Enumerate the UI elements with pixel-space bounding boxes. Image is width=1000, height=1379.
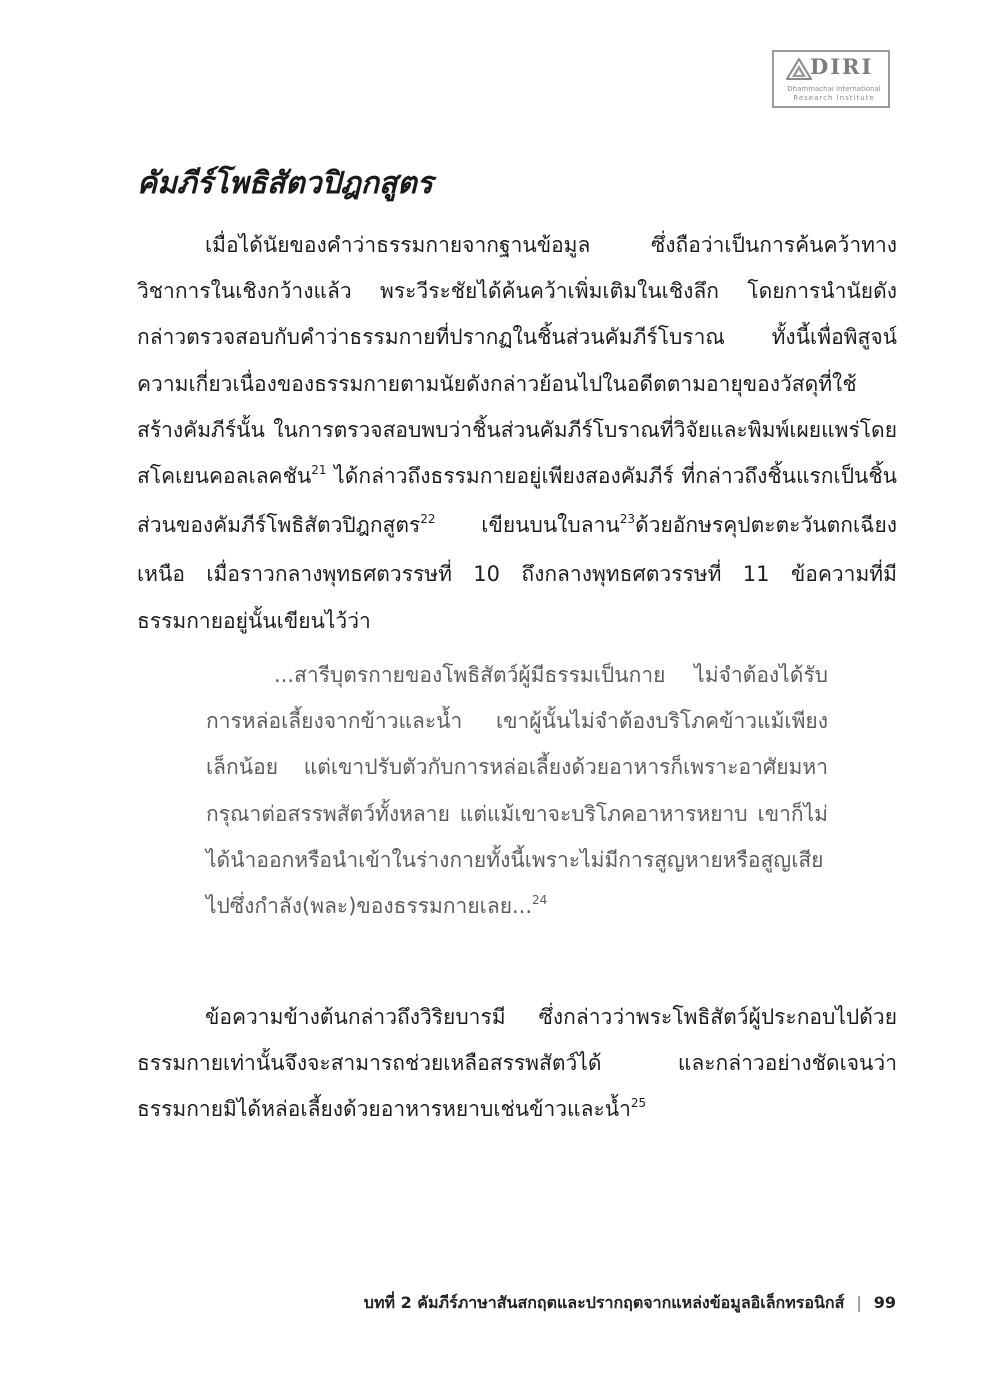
page-footer	[364, 1291, 896, 1316]
paragraph-2	[137, 994, 897, 1136]
diri-logo	[772, 50, 890, 108]
footnote-ref-22: 22	[420, 512, 436, 527]
paragraph-1-text-c: เขียนบนใบลาน	[435, 513, 620, 538]
section-heading: คัมภีร์โพธิสัตวปิฎกสูตร	[137, 166, 433, 201]
paragraph-2-text: ข้อความข้างต้นกล่าวถึงวิริยบารมี ซึ่งกล่าวว่าพระโพธิสัตว์ผู้ประกอบไปด้วยธรรมกายเท่านั้นจึงจะสามารถช่วยเหลือสรรพสัตว์ได้ และกล่าวอย่างชัดเจนว่าธรรมกายมิได้หล่อเลี้ยงด้วยอาหารหยาบเช่นข้าวและน้ำ	[137, 1005, 897, 1122]
page-number: 99	[873, 1293, 896, 1312]
footer-separator: |	[856, 1293, 862, 1312]
paragraph-1-text-a: เมื่อได้นัยของคำว่าธรรมกายจากฐานข้อมูล ซึ่งถือว่าเป็นการค้นคว้าทางวิชาการในเชิงกว้างแล้ว พระวีระชัยได้ค้นคว้าเพิ่มเติมในเชิงลึก โดยการนำนัยดังกล่าวตรวจสอบกับคำว่าธรรมกายที่ปรากฏในชิ้นส่วนคัมภีร์โบราณ ทั้งนี้เพื่อพิสูจน์ความเกี่ยวเนื่องของธรรมกายตามนัยดังกล่าวย้อนไปในอดีตตามอายุของวัสดุที่ใช้สร้างคัมภีร์นั้น ในการตรวจสอบพบว่าชิ้นส่วนคัมภีร์โบราณที่วิจัยและพิมพ์เผยแพร่โดย สโคเยนคอลเลคชัน	[137, 233, 897, 489]
footnote-ref-24: 24	[532, 893, 548, 908]
block-quote	[206, 652, 828, 932]
chapter-title: บทที่ 2 คัมภีร์ภาษาสันสกฤตและปรากฤตจากแหล่งข้อมูลอิเล็กทรอนิกส์	[363, 1293, 845, 1312]
logo-wordmark: DIRI	[810, 54, 874, 79]
logo-subtitle-line1: Dhammachai International	[787, 85, 881, 93]
block-quote-text: ...สารีบุตรกายของโพธิสัตว์ผู้มีธรรมเป็นกาย ไม่จำต้องได้รับการหล่อเลี้ยงจากข้าวและน้ำ เขาผู้นั้นไม่จำต้องบริโภคข้าวแม้เพียงเล็กน้อย แต่เขาปรับตัวกับการหล่อเลี้ยงด้วยอาหารก็เพราะอาศัยมหากรุณาต่อสรรพสัตว์ทั้งหลาย แต่แม้เขาจะบริโภคอาหารหยาบ เขาก็ไม่ได้นำออกหรือนำเข้าในร่างกายทั้งนี้เพราะไม่มีการสูญหายหรือสูญเสียไปซึ่งกำลัง(พละ)ของธรรมกายเลย...	[206, 663, 828, 919]
paragraph-1-text-d: ด้วยอักษรคุปตะตะวันตกเฉียงเหนือ เมื่อราวกลางพุทธศตวรรษที่ 10 ถึงกลางพุทธศตวรรษที่ 11 ข้อความที่มีธรรมกายอยู่นั้นเขียนไว้ว่า	[137, 513, 897, 633]
paragraph-1-text-b: ได้กล่าวถึงธรรมกายอยู่เพียงสองคัมภีร์ ที่กล่าวถึงชิ้นแรกเป็นชิ้นส่วนของคัมภีร์โพธิสัตวปิฎกสูตร	[137, 464, 897, 538]
paragraph-1	[137, 222, 897, 644]
footnote-ref-25: 25	[630, 1096, 647, 1111]
triangle-logo-icon	[786, 58, 812, 80]
footnote-ref-21: 21	[311, 463, 327, 478]
logo-subtitle-line2: Research Institute	[793, 94, 875, 102]
footnote-ref-23: 23	[619, 512, 636, 527]
